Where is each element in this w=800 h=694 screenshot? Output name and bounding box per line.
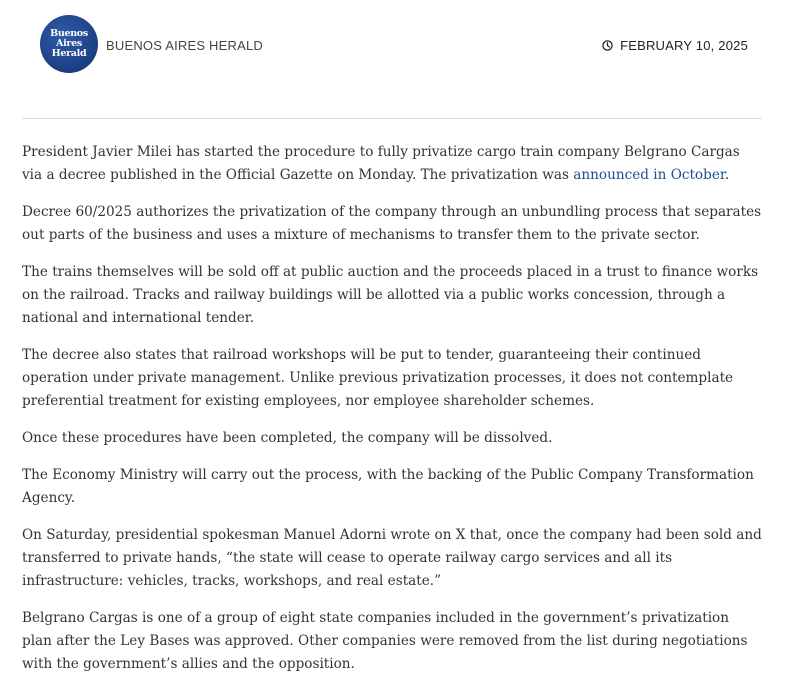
paragraph-2: Decree 60/2025 authorizes the privatization of the company through an unbundling process that separates out parts of the business and uses a mixture of mechanisms to transfer them to the private sector. <box>22 204 762 243</box>
paragraph-8: Belgrano Cargas is one of a group of eight state companies included in the government’s privatization plan after the Ley Bases was approved. Other companies were removed from the list during negotiations with the government’s allies and the opposition. <box>22 610 748 672</box>
logo-line-1: Buenos <box>50 28 88 39</box>
site-header <box>0 0 800 100</box>
date-text: FEBRUARY 10, 2025 <box>620 38 748 53</box>
paragraph-1-end: . <box>724 167 730 183</box>
site-name[interactable]: BUENOS AIRES HERALD <box>106 38 263 53</box>
clock-icon <box>602 40 613 51</box>
site-logo[interactable] <box>40 15 98 73</box>
announced-in-october-link[interactable]: announced in October <box>573 167 725 183</box>
paragraph-1 <box>22 141 762 187</box>
paragraph-1-text: President Javier Milei has started the procedure to fully privatize cargo train company Belgrano Cargas via a decree published in the Official Gazette on Monday. The privatization was <box>22 144 740 183</box>
paragraph-4: The decree also states that railroad workshops will be put to tender, guaranteeing their continued operation under private management. Unlike previous privatization processes, it does not contemplate preferential treatment for existing employees, nor employee shareholder schemes. <box>22 347 734 409</box>
paragraph-7: On Saturday, presidential spokesman Manuel Adorni wrote on X that, once the company had been sold and transferred to private hands, “the state will cease to operate railway cargo services and all its infrastructure: vehicles, tracks, workshops, and real estate.” <box>22 527 762 589</box>
header-divider <box>22 118 762 119</box>
logo-line-3: Herald <box>51 48 87 59</box>
paragraph-6: The Economy Ministry will carry out the process, with the backing of the Public Company Transformation Agency. <box>22 467 754 506</box>
paragraph-3: The trains themselves will be sold off at public auction and the proceeds placed in a trust to finance works on the railroad. Tracks and railway buildings will be allotted via a public works concession, through a national and international tender. <box>22 264 759 326</box>
logo-line-2: Aires <box>56 38 82 49</box>
paragraph-5: Once these procedures have been completed, the company will be dissolved. <box>22 430 553 446</box>
publish-date <box>602 38 748 53</box>
article-body <box>22 141 762 690</box>
